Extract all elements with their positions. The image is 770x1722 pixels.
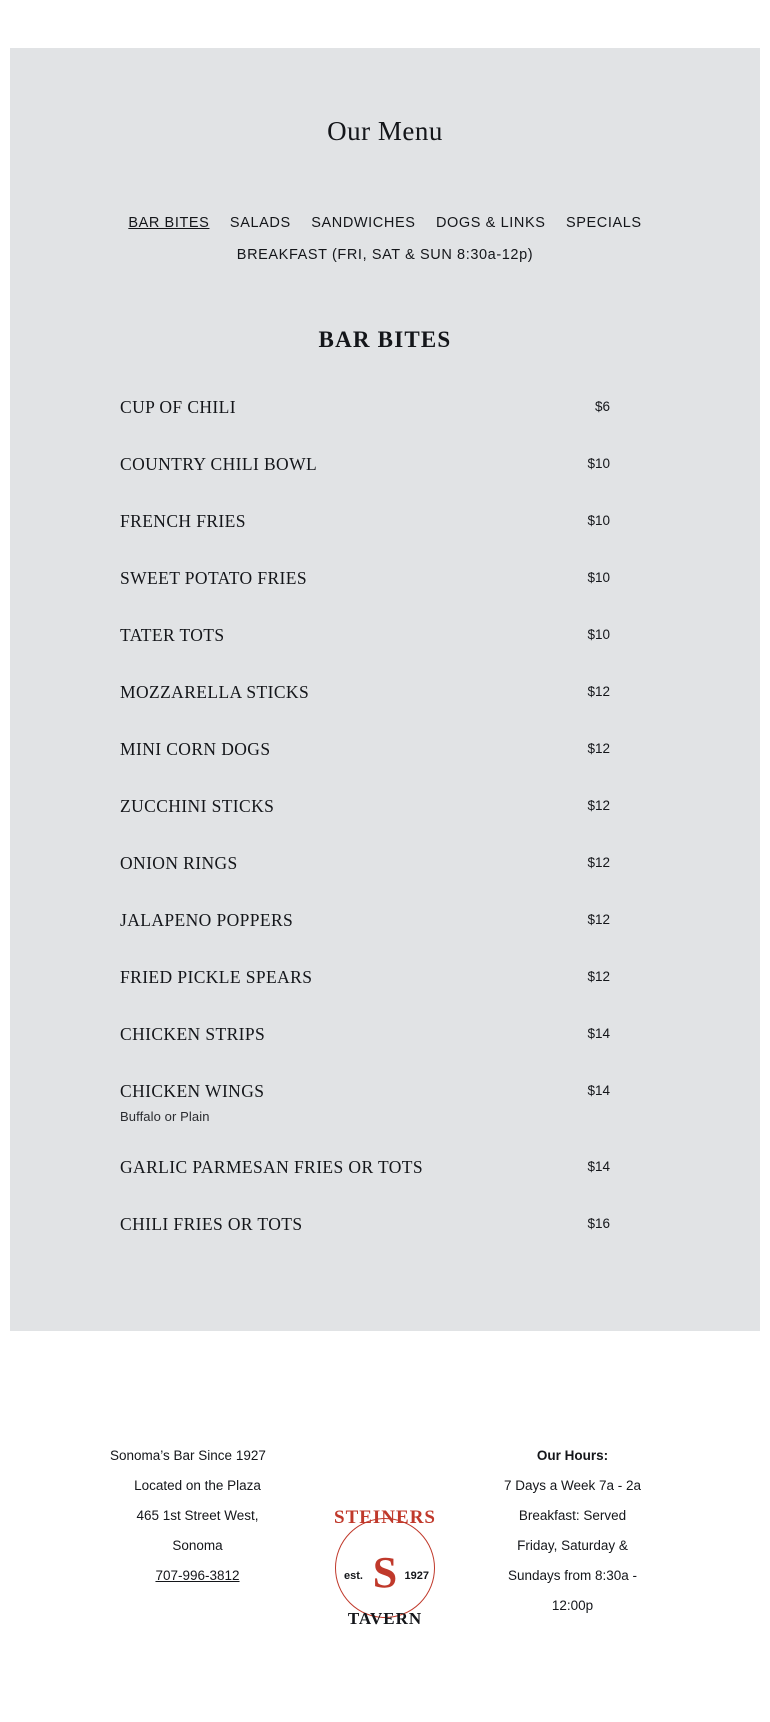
menu-item — [120, 1157, 610, 1181]
menu-item-price: $6 — [594, 399, 610, 415]
section-heading: BAR BITES — [318, 327, 452, 353]
menu-item-price: $10 — [587, 570, 610, 586]
footer-location: Located on the Plaza — [134, 1478, 261, 1494]
menu-item-price: $14 — [587, 1159, 610, 1175]
menu-item-price: $12 — [587, 912, 610, 928]
menu-item-price: $14 — [587, 1026, 610, 1042]
menu-item — [120, 967, 610, 991]
menu-item — [120, 1214, 610, 1238]
menu-item-price: $14 — [587, 1083, 610, 1099]
page-title: Our Menu — [327, 116, 443, 147]
menu-item-name: FRIED PICKLE SPEARS — [120, 967, 313, 988]
menu-item-name: JALAPENO POPPERS — [120, 910, 294, 931]
menu-item — [120, 796, 610, 820]
menu-item — [120, 397, 610, 421]
nav-item-bar-bites[interactable]: BAR BITES — [128, 215, 210, 232]
menu-item-price: $12 — [587, 855, 610, 871]
site-footer — [0, 1331, 770, 1629]
menu-item-price: $10 — [587, 513, 610, 529]
footer-phone-link[interactable]: 707-996-3812 — [155, 1568, 240, 1584]
footer-breakfast-line-1: Breakfast: Served — [518, 1508, 627, 1524]
nav-item-specials[interactable]: SPECIALS — [565, 215, 642, 232]
menu-item-price: $16 — [587, 1216, 610, 1232]
menu-item-name: MINI CORN DOGS — [120, 739, 271, 760]
menu-item-price: $12 — [587, 969, 610, 985]
menu-item-name: GARLIC PARMESAN FRIES OR TOTS — [120, 1157, 424, 1178]
menu-item-name: MOZZARELLA STICKS — [120, 682, 310, 703]
nav-row-2 — [10, 241, 760, 269]
menu-item-price: $10 — [587, 627, 610, 643]
footer-columns — [0, 1441, 770, 1629]
menu-item-name: ZUCCHINI STICKS — [120, 796, 275, 817]
top-spacer — [0, 0, 770, 30]
nav-item-dogs-and-links[interactable]: DOGS & LINKS — [435, 215, 546, 232]
menu-item — [120, 568, 610, 592]
menu-panel — [10, 48, 760, 1331]
menu-item — [120, 739, 610, 763]
logo-brand-text: STEINERS — [334, 1507, 436, 1529]
footer-breakfast-line-4: 12:00p — [551, 1598, 594, 1614]
nav-item-salads[interactable]: SALADS — [229, 215, 291, 232]
menu-item — [120, 853, 610, 877]
menu-item — [120, 910, 610, 934]
menu-item-price: $12 — [587, 798, 610, 814]
footer-tagline: Sonoma’s Bar Since 1927 — [110, 1448, 266, 1464]
menu-item-price: $10 — [587, 456, 610, 472]
nav-item-breakfast[interactable]: BREAKFAST (FRI, SAT & SUN 8:30a-12p) — [236, 247, 534, 264]
menu-item-name: CHICKEN WINGS — [120, 1081, 265, 1102]
menu-item-description: Buffalo or Plain — [120, 1109, 210, 1125]
menu-item-name: TATER TOTS — [120, 625, 225, 646]
menu-item-name: CHILI FRIES OR TOTS — [120, 1214, 303, 1235]
footer-hours-column — [485, 1441, 660, 1621]
menu-item — [120, 1081, 610, 1124]
logo-letter-s: S — [372, 1548, 398, 1598]
logo-year-label: 1927 — [404, 1570, 429, 1583]
footer-phone-wrapper — [110, 1561, 285, 1591]
footer-breakfast-line-2: Friday, Saturday & — [517, 1538, 628, 1554]
logo-est-label: est. — [344, 1570, 363, 1583]
logo-tavern-text: TAVERN — [347, 1609, 423, 1629]
footer-info-column — [110, 1441, 285, 1621]
footer-address-line-1: 465 1st Street West, — [136, 1508, 259, 1524]
menu-category-nav[interactable] — [10, 209, 760, 269]
menu-item-list — [120, 397, 610, 1238]
menu-item-name: SWEET POTATO FRIES — [120, 568, 307, 589]
menu-item — [120, 454, 610, 478]
menu-item-name: CHICKEN STRIPS — [120, 1024, 266, 1045]
footer-hours-line-1: 7 Days a Week 7a - 2a — [503, 1478, 642, 1494]
footer-address-line-2: Sonoma — [172, 1538, 223, 1554]
footer-breakfast-line-3: Sundays from 8:30a - — [507, 1568, 638, 1584]
menu-item — [120, 1024, 610, 1048]
nav-row-1 — [120, 214, 649, 231]
menu-item — [120, 682, 610, 706]
steiners-tavern-logo — [324, 1507, 446, 1629]
footer-hours-heading: Our Hours: — [536, 1448, 609, 1464]
menu-item — [120, 511, 610, 535]
menu-item-name: FRENCH FRIES — [120, 511, 246, 532]
menu-item-price: $12 — [587, 741, 610, 757]
menu-item-price: $12 — [587, 684, 610, 700]
menu-item — [120, 625, 610, 649]
menu-item-name: ONION RINGS — [120, 853, 238, 874]
menu-item-name: CUP OF CHILI — [120, 397, 236, 418]
menu-item-name: COUNTRY CHILI BOWL — [120, 454, 318, 475]
nav-item-sandwiches[interactable]: SANDWICHES — [311, 215, 416, 232]
